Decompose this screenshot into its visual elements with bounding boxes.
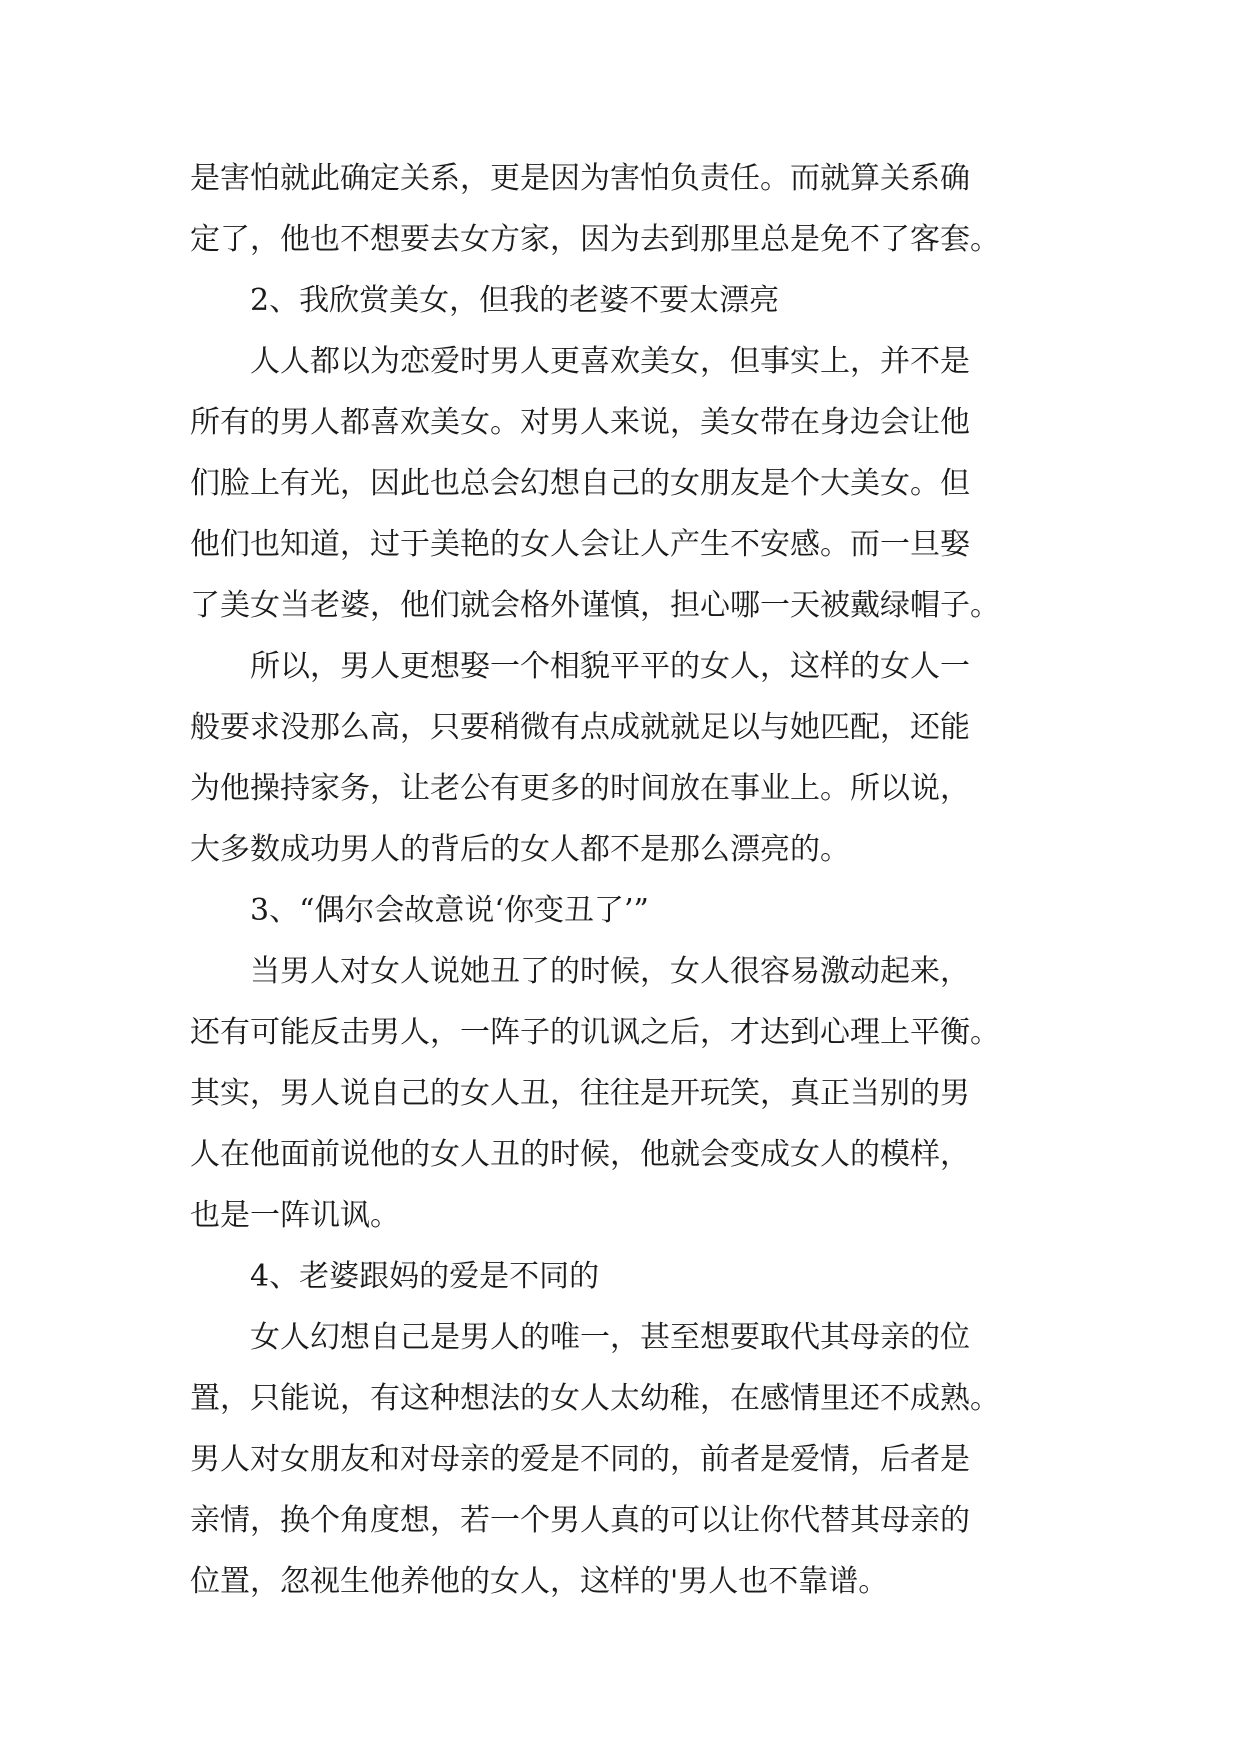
- paragraph-plain-wife: [190, 636, 1050, 880]
- text-line: 男人对女朋友和对母亲的爱是不同的，前者是爱情，后者是: [190, 1442, 970, 1477]
- text-line: 所有的男人都喜欢美女。对男人来说，美女带在身边会让他: [190, 405, 970, 440]
- text-line: 般要求没那么高，只要稍微有点成就就足以与她匹配，还能: [190, 710, 970, 745]
- section-heading-4: [190, 1246, 1050, 1307]
- text-line: 还有可能反击男人，一阵子的讥讽之后，才达到心理上平衡。: [190, 1015, 1000, 1050]
- text-line: 位置，忽视生他养他的女人，这样的'男人也不靠谱。: [190, 1564, 889, 1599]
- text-line: 置，只能说，有这种想法的女人太幼稚，在感情里还不成熟。: [190, 1381, 1000, 1416]
- text-line: 亲情，换个角度想，若一个男人真的可以让你代替其母亲的: [190, 1503, 970, 1538]
- text-line: 他们也知道，过于美艳的女人会让人产生不安感。而一旦娶: [190, 527, 970, 562]
- text-line: 女人幻想自己是男人的唯一，甚至想要取代其母亲的位: [250, 1320, 970, 1355]
- text-line: 定了，他也不想要去女方家，因为去到那里总是免不了客套。: [190, 222, 1000, 257]
- text-line: 其实，男人说自己的女人丑，往往是开玩笑，真正当别的男: [190, 1076, 970, 1111]
- text-line: 们脸上有光，因此也总会幻想自己的女朋友是个大美女。但: [190, 466, 970, 501]
- text-line: 是害怕就此确定关系，更是因为害怕负责任。而就算关系确: [190, 161, 970, 196]
- text-line: 大多数成功男人的背后的女人都不是那么漂亮的。: [190, 832, 850, 867]
- text-line: 所以，男人更想娶一个相貌平平的女人，这样的女人一: [250, 649, 970, 684]
- text-line: 人在他面前说他的女人丑的时候，他就会变成女人的模样，: [190, 1137, 970, 1172]
- text-line: 了美女当老婆，他们就会格外谨慎，担心哪一天被戴绿帽子。: [190, 588, 1000, 623]
- paragraph-ugly-joke: [190, 941, 1050, 1246]
- paragraph-wife-mother: [190, 1307, 1050, 1612]
- heading-line: 4、老婆跟妈的爱是不同的: [250, 1259, 600, 1294]
- paragraph-continuation: [190, 148, 1050, 270]
- document-body: [190, 148, 1050, 1612]
- text-line: 人人都以为恋爱时男人更喜欢美女，但事实上，并不是: [250, 344, 970, 379]
- paragraph-beauty: [190, 331, 1050, 636]
- section-heading-3: [190, 880, 1050, 941]
- section-heading-2: [190, 270, 1050, 331]
- heading-line: 2、我欣赏美女，但我的老婆不要太漂亮: [250, 283, 780, 318]
- text-line: 当男人对女人说她丑了的时候，女人很容易激动起来，: [250, 954, 970, 989]
- text-line: 为他操持家务，让老公有更多的时间放在事业上。所以说，: [190, 771, 970, 806]
- text-line: 也是一阵讥讽。: [190, 1198, 400, 1233]
- heading-line: 3、“偶尔会故意说‘你变丑了’”: [250, 893, 649, 928]
